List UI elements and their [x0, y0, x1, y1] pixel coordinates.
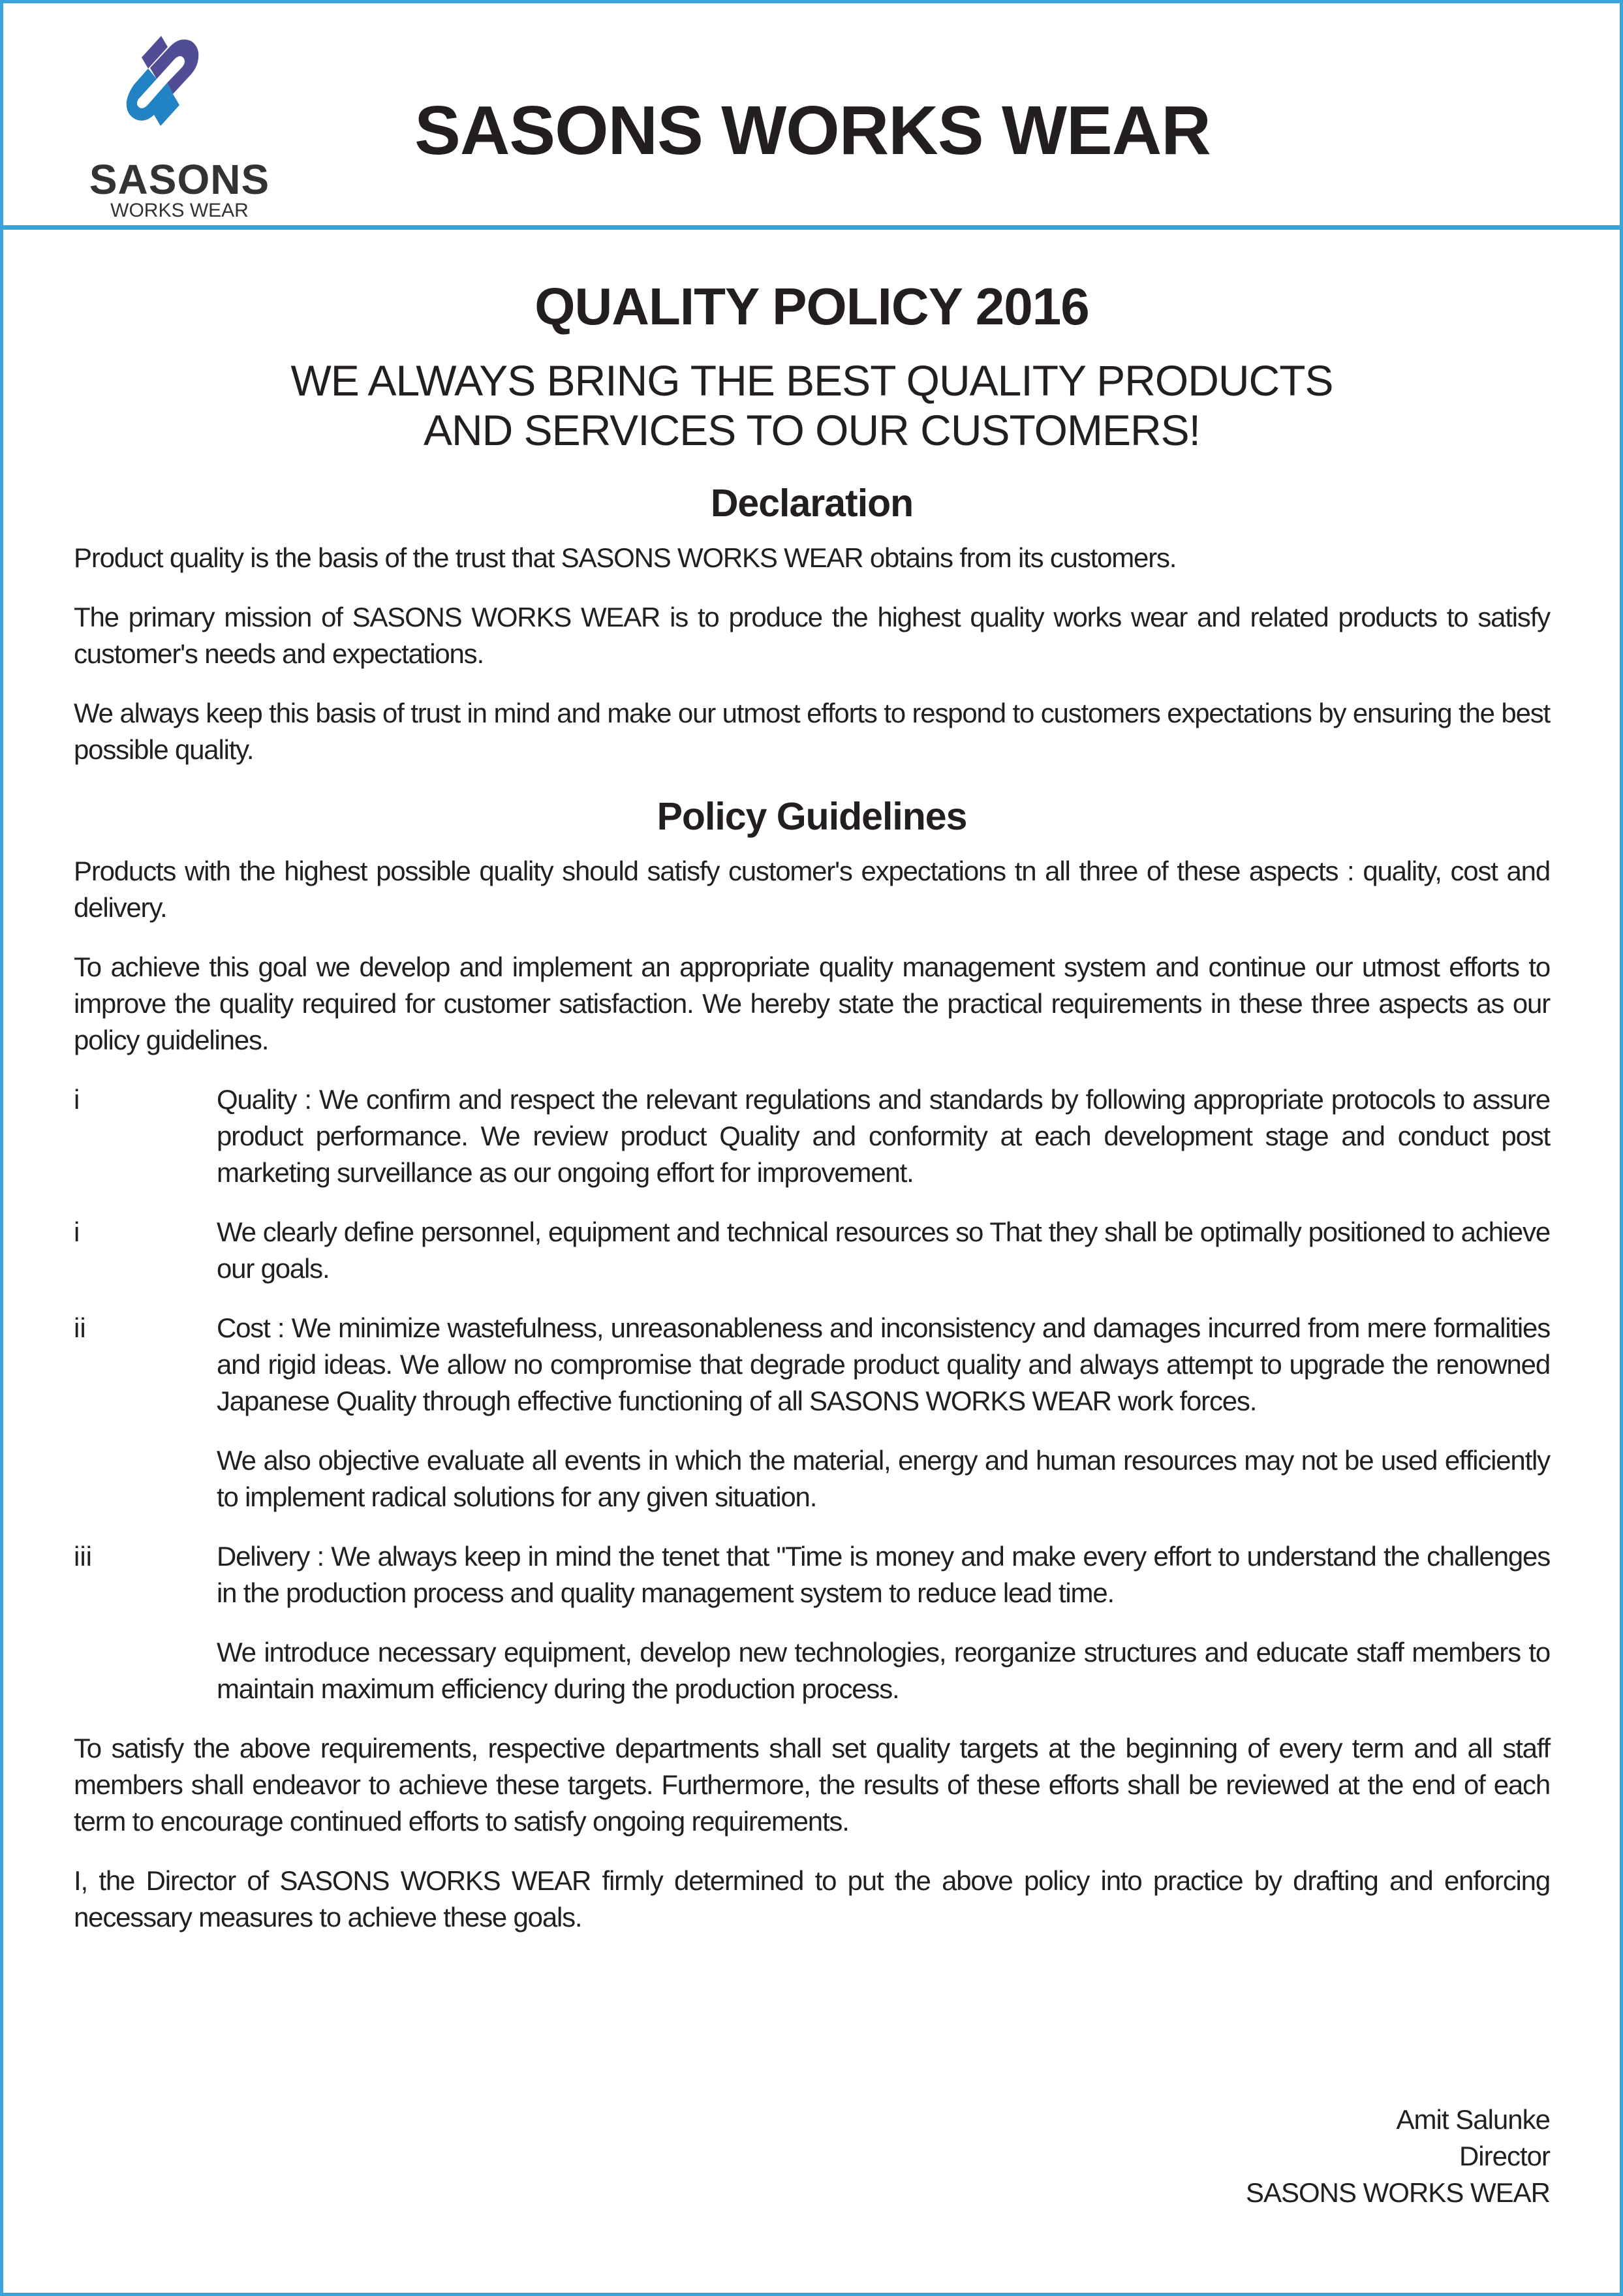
logo-wordmark: SASONS — [89, 156, 270, 203]
paragraph: Product quality is the basis of the trust that SASONS WORKS WEAR obtains from its customers. — [74, 542, 1177, 573]
paragraph: The primary mission of SASONS WORKS WEAR is to produce the highest quality works wear and related products to satisfy customer's needs and expectations. — [74, 602, 1550, 669]
document-title: QUALITY POLICY 2016 — [534, 277, 1089, 335]
guideline-item — [74, 1310, 1550, 1419]
item-number: iii — [74, 1541, 92, 1572]
slogan-line: AND SERVICES TO OUR CUSTOMERS! — [423, 406, 1201, 454]
header — [0, 0, 1623, 230]
item-text: Cost : We minimize wastefulness, unreasonableness and inconsistency and damages incurred from mere formalities and rigid ideas. We allow no compromise that degrade product quality and always attempt to upgrade the renowned Japanese Quality through effective functioning of all SASONS WORKS WEAR work forces. — [217, 1312, 1550, 1416]
guideline-item — [74, 1442, 1550, 1515]
item-text: We also objective evaluate all events in which the material, energy and human resources may not be used efficiently to implement radical solutions for any given situation. — [217, 1445, 1550, 1512]
declaration-heading: Declaration — [710, 482, 914, 525]
item-text: We clearly define personnel, equipment and technical resources so That they shall be optimally positioned to achieve our goals. — [217, 1217, 1550, 1284]
guideline-item — [74, 1081, 1550, 1191]
paragraph: To achieve this goal we develop and implement an appropriate quality management system and continue our utmost efforts to improve the quality required for customer satisfaction. We hereby state the practical requirements in these three aspects as our policy guidelines. — [74, 952, 1550, 1055]
item-number — [74, 1442, 217, 1515]
paragraph: Products with the highest possible quality should satisfy customer's expectations tn all three of these aspects : quality, cost and delivery. — [74, 856, 1550, 923]
signature-block — [1246, 2102, 1550, 2211]
guidelines-heading: Policy Guidelines — [657, 795, 967, 838]
guideline-item — [74, 1634, 1550, 1707]
signer-company: SASONS WORKS WEAR — [1245, 2177, 1550, 2208]
item-number — [74, 1634, 217, 1707]
item-text: Delivery : We always keep in mind the tenet that "Time is money and make every effort to understand the challenges in the production process and quality management system to reduce lead time. — [217, 1541, 1550, 1608]
company-logo — [85, 36, 274, 225]
item-number: ii — [74, 1312, 86, 1343]
slogan — [74, 356, 1550, 455]
document-body — [74, 271, 1550, 1959]
item-number: i — [74, 1217, 80, 1247]
guideline-item — [74, 1538, 1550, 1611]
signer-name: Amit Salunke — [1396, 2104, 1550, 2135]
item-number: i — [74, 1084, 80, 1115]
item-text: We introduce necessary equipment, develop new technologies, reorganize structures and educate staff members to maintain maximum efficiency during the production process. — [217, 1637, 1550, 1704]
logo-mark-icon — [124, 36, 241, 153]
company-title: SASONS WORKS WEAR — [414, 92, 1211, 169]
signer-role: Director — [1459, 2141, 1550, 2171]
item-text: Quality : We confirm and respect the relevant regulations and standards by following appropriate protocols to assure product performance. We review product Quality and conformity at each development stage and conduct post marketing surveillance as our ongoing effort for improvement. — [217, 1084, 1550, 1188]
paragraph: I, the Director of SASONS WORKS WEAR firmly determined to put the above policy into practice by drafting and enforcing necessary measures to achieve these goals. — [74, 1865, 1550, 1932]
logo-subtitle: WORKS WEAR — [110, 200, 249, 221]
paragraph: We always keep this basis of trust in mind and make our utmost efforts to respond to customers expectations by ensuring the best possible quality. — [74, 698, 1550, 765]
slogan-line: WE ALWAYS BRING THE BEST QUALITY PRODUCTS — [290, 356, 1333, 405]
paragraph: To satisfy the above requirements, respective departments shall set quality targets at the beginning of every term and all staff members shall endeavor to achieve these targets. Furthermore, the results of these efforts shall be reviewed at the end of each term to encourage continued efforts to satisfy ongoing requirements. — [74, 1733, 1550, 1837]
guideline-item — [74, 1214, 1550, 1287]
